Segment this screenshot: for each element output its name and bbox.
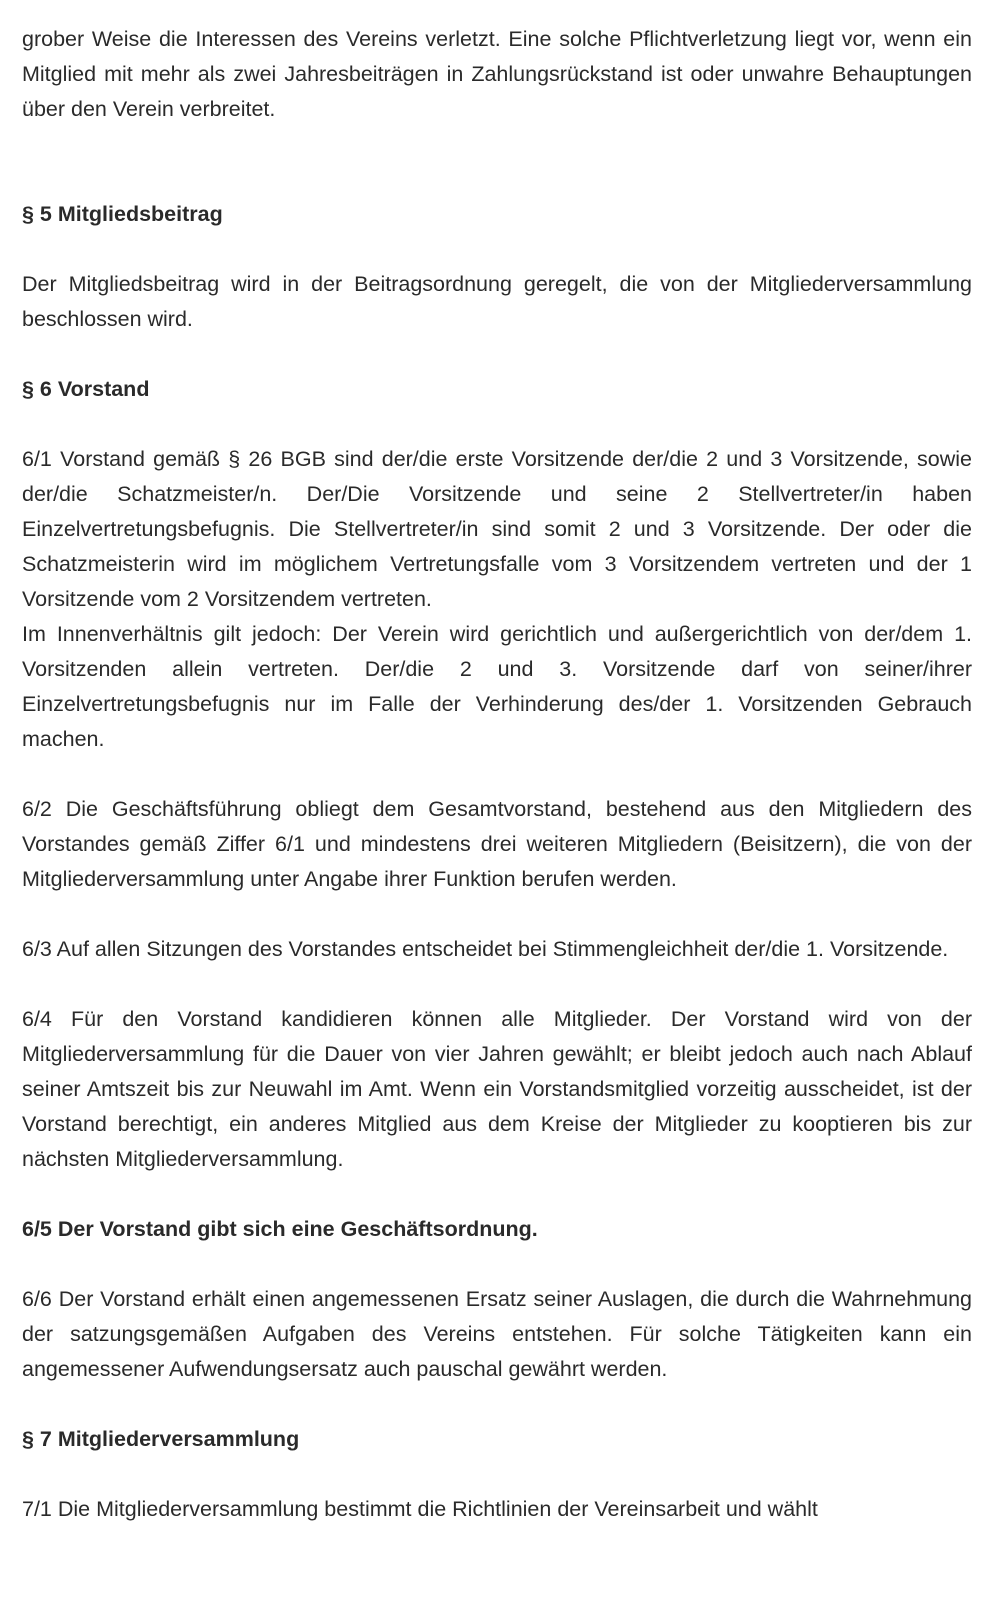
section-6-3-paragraph: 6/3 Auf allen Sitzungen des Vorstandes entscheidet bei Stimmengleichheit der/die 1. Vorsitzende.: [22, 937, 949, 961]
section-6-5-paragraph: 6/5 Der Vorstand gibt sich eine Geschäftsordnung.: [22, 1217, 538, 1241]
section-6-1-inner-paragraph: Im Innenverhältnis gilt jedoch: Der Verein wird gerichtlich und außergerichtlich von der/dem 1. Vorsitzenden allein vertreten. Der/die 2 und 3. Vorsitzende darf von seiner/ihrer Einzelvertretungsbefugnis nur im Falle der Verhinderung des/der 1. Vorsitzenden Gebrauch machen.: [22, 622, 972, 751]
document-body: [22, 22, 972, 1527]
section-5-heading: § 5 Mitgliedsbeitrag: [22, 202, 223, 226]
section-6-6-paragraph: 6/6 Der Vorstand erhält einen angemessenen Ersatz seiner Auslagen, die durch die Wahrnehmung der satzungsgemäßen Aufgaben des Vereins entstehen. Für solche Tätigkeiten kann ein angemessener Aufwendungsersatz auch pauschal gewährt werden.: [22, 1287, 972, 1381]
section-7-1-paragraph: 7/1 Die Mitgliederversammlung bestimmt die Richtlinien der Vereinsarbeit und wählt: [22, 1497, 818, 1521]
section-6-heading: § 6 Vorstand: [22, 377, 150, 401]
section-5-paragraph: Der Mitgliedsbeitrag wird in der Beitragsordnung geregelt, die von der Mitgliederversammlung beschlossen wird.: [22, 272, 972, 331]
section-6-2-paragraph: 6/2 Die Geschäftsführung obliegt dem Gesamtvorstand, bestehend aus den Mitgliedern des Vorstandes gemäß Ziffer 6/1 und mindestens drei weiteren Mitgliedern (Beisitzern), die von der Mitgliederversammlung unter Angabe ihrer Funktion berufen werden.: [22, 797, 972, 891]
section-7-heading: § 7 Mitgliederversammlung: [22, 1427, 300, 1451]
intro-paragraph: grober Weise die Interessen des Vereins verletzt. Eine solche Pflichtverletzung liegt vor, wenn ein Mitglied mit mehr als zwei Jahresbeiträgen in Zahlungsrückstand ist oder unwahre Behauptungen über den Verein verbreitet.: [22, 27, 972, 121]
section-6-4-paragraph: 6/4 Für den Vorstand kandidieren können alle Mitglieder. Der Vorstand wird von der Mitgliederversammlung für die Dauer von vier Jahren gewählt; er bleibt jedoch auch nach Ablauf seiner Amtszeit bis zur Neuwahl im Amt. Wenn ein Vorstandsmitglied vorzeitig ausscheidet, ist der Vorstand berechtigt, ein anderes Mitglied aus dem Kreise der Mitglieder zu kooptieren bis zur nächsten Mitgliederversammlung.: [22, 1007, 972, 1171]
section-6-1-paragraph: 6/1 Vorstand gemäß § 26 BGB sind der/die erste Vorsitzende der/die 2 und 3 Vorsitzende, sowie der/die Schatzmeister/n. Der/Die Vorsitzende und seine 2 Stellvertreter/in haben Einzelvertretungsbefugnis. Die Stellvertreter/in sind somit 2 und 3 Vorsitzende. Der oder die Schatzmeisterin wird im möglichem Vertretungsfalle vom 3 Vorsitzendem vertreten und der 1 Vorsitzende vom 2 Vorsitzendem vertreten.: [22, 447, 972, 611]
